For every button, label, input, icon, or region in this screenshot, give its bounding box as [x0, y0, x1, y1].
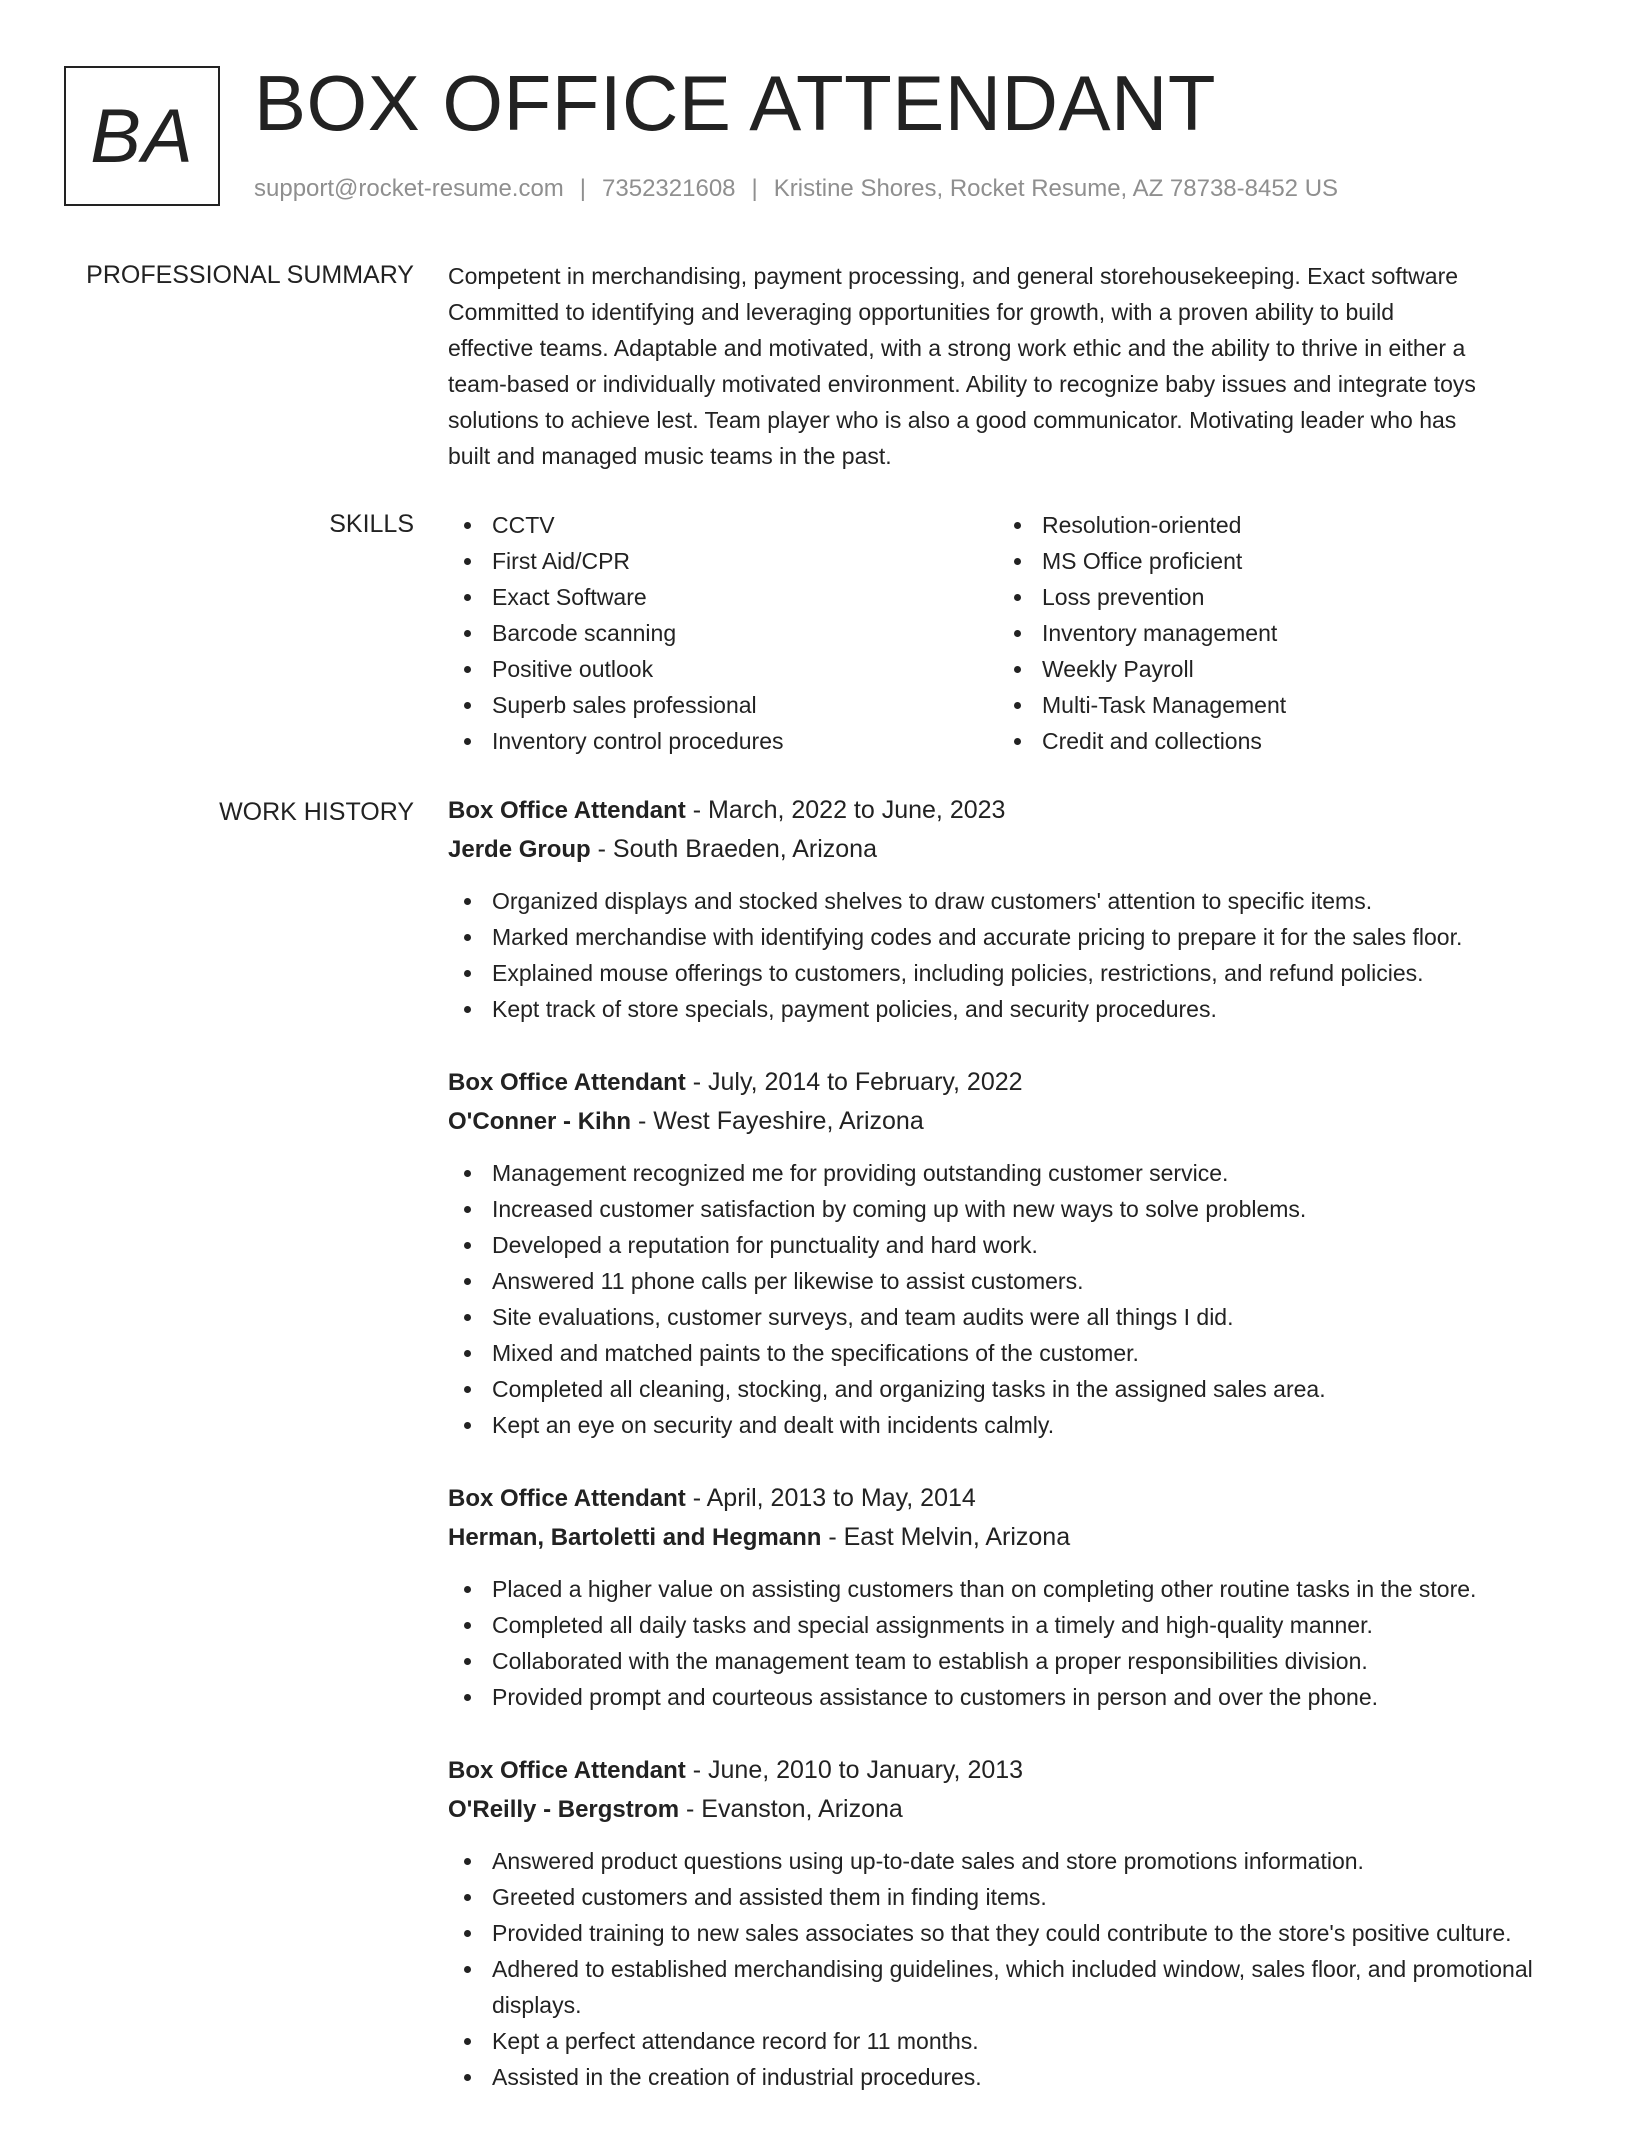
- job-entry: [448, 791, 1568, 1027]
- contact-address: Kristine Shores, Rocket Resume, AZ 78738-8452 US: [773, 175, 1339, 202]
- job-company-line: [448, 1102, 1568, 1141]
- skill-item: Superb sales professional: [448, 687, 998, 723]
- job-dates: - June, 2010 to January, 2013: [685, 1756, 1024, 1784]
- summary-line: team-based or individually motivated environment. Ability to recognize baby issues and integrate toys: [448, 371, 1476, 397]
- job-bullet: Completed all daily tasks and special assignments in a timely and high-quality manner.: [448, 1607, 1568, 1643]
- job-bullet: Assisted in the creation of industrial procedures.: [448, 2059, 1568, 2095]
- skill-item: First Aid/CPR: [448, 543, 998, 579]
- skills-grid: [448, 507, 1568, 759]
- job-entry: [448, 1063, 1568, 1443]
- skill-item: Credit and collections: [998, 723, 1548, 759]
- section-label-work-history: WORK HISTORY: [219, 798, 414, 826]
- skill-item: Multi-Task Management: [998, 687, 1548, 723]
- section-label-summary: PROFESSIONAL SUMMARY: [86, 261, 414, 289]
- job-bullets: [448, 883, 1568, 1027]
- skill-item: Loss prevention: [998, 579, 1548, 615]
- job-location: - East Melvin, Arizona: [821, 1523, 1071, 1551]
- job-company: Jerde Group: [448, 836, 591, 863]
- job-company-line: [448, 830, 1568, 869]
- summary-line: Competent in merchandising, payment processing, and general storehousekeeping. Exact software: [448, 263, 1459, 289]
- job-company: O'Conner - Kihn: [448, 1108, 632, 1135]
- job-dates: - April, 2013 to May, 2014: [685, 1484, 976, 1512]
- job-location: - Evanston, Arizona: [679, 1795, 903, 1823]
- job-bullet: Greeted customers and assisted them in finding items.: [448, 1879, 1568, 1915]
- page-title: BOX OFFICE ATTENDANT: [254, 59, 1216, 147]
- job-title: Box Office Attendant: [448, 1069, 686, 1096]
- job-bullet: Kept a perfect attendance record for 11 months.: [448, 2023, 1568, 2059]
- job-bullet: Completed all cleaning, stocking, and organizing tasks in the assigned sales area.: [448, 1371, 1568, 1407]
- job-bullet: Kept track of store specials, payment policies, and security procedures.: [448, 991, 1568, 1027]
- contact-phone: 7352321608: [602, 175, 736, 202]
- skill-item: Positive outlook: [448, 651, 998, 687]
- summary-line: effective teams. Adaptable and motivated, with a strong work ethic and the ability to thrive in either a: [448, 335, 1466, 361]
- job-title: Box Office Attendant: [448, 1757, 686, 1784]
- job-bullets: [448, 1843, 1568, 2095]
- contact-email: support@rocket-resume.com: [254, 175, 564, 202]
- job-bullet: Answered 11 phone calls per likewise to assist customers.: [448, 1263, 1568, 1299]
- job-bullet: Site evaluations, customer surveys, and team audits were all things I did.: [448, 1299, 1568, 1335]
- job-bullet: Answered product questions using up-to-date sales and store promotions information.: [448, 1843, 1568, 1879]
- job-bullet: Explained mouse offerings to customers, including policies, restrictions, and refund policies.: [448, 955, 1568, 991]
- job-bullet: Management recognized me for providing outstanding customer service.: [448, 1155, 1568, 1191]
- job-bullet: Provided training to new sales associates so that they could contribute to the store's positive culture.: [448, 1915, 1568, 1951]
- job-bullet: Provided prompt and courteous assistance to customers in person and over the phone.: [448, 1679, 1568, 1715]
- summary-line: Committed to identifying and leveraging opportunities for growth, with a proven ability to build: [448, 299, 1395, 325]
- summary-line: solutions to achieve lest. Team player who is also a good communicator. Motivating leader who has: [448, 407, 1457, 433]
- job-location: - South Braeden, Arizona: [590, 835, 877, 863]
- job-bullet: Marked merchandise with identifying codes and accurate pricing to prepare it for the sales floor.: [448, 919, 1568, 955]
- job-bullet: Organized displays and stocked shelves to draw customers' attention to specific items.: [448, 883, 1568, 919]
- job-company-line: [448, 1518, 1568, 1557]
- skill-item: Weekly Payroll: [998, 651, 1548, 687]
- contact-separator: |: [579, 175, 587, 202]
- summary-text: [448, 258, 1568, 474]
- skills-column-left: [448, 507, 998, 759]
- job-bullet: Collaborated with the management team to establish a proper responsibilities division.: [448, 1643, 1568, 1679]
- job-bullet: Increased customer satisfaction by coming up with new ways to solve problems.: [448, 1191, 1568, 1227]
- skills-body: [448, 507, 1568, 759]
- job-company: Herman, Bartoletti and Hegmann: [448, 1524, 822, 1551]
- job-title-line: [448, 1063, 1568, 1102]
- job-bullet: Adhered to established merchandising guidelines, which included window, sales floor, and promotional displays.: [448, 1951, 1568, 2023]
- skills-column-right: [998, 507, 1548, 759]
- skill-item: Inventory management: [998, 615, 1548, 651]
- skill-item: Barcode scanning: [448, 615, 998, 651]
- job-bullet: Placed a higher value on assisting customers than on completing other routine tasks in the store.: [448, 1571, 1568, 1607]
- skill-item: Inventory control procedures: [448, 723, 998, 759]
- contact-line: [254, 172, 1338, 206]
- job-bullet: Kept an eye on security and dealt with incidents calmly.: [448, 1407, 1568, 1443]
- skill-item: Resolution-oriented: [998, 507, 1548, 543]
- job-title-line: [448, 1751, 1568, 1790]
- job-bullets: [448, 1571, 1568, 1715]
- job-title: Box Office Attendant: [448, 797, 686, 824]
- job-title: Box Office Attendant: [448, 1485, 686, 1512]
- work-history-body: [448, 791, 1568, 2131]
- job-title-line: [448, 791, 1568, 830]
- job-bullet: Developed a reputation for punctuality and hard work.: [448, 1227, 1568, 1263]
- summary-line: built and managed music teams in the past.: [448, 443, 892, 469]
- job-location: - West Fayeshire, Arizona: [631, 1107, 924, 1135]
- job-bullet: Mixed and matched paints to the specifications of the customer.: [448, 1335, 1568, 1371]
- job-dates: - July, 2014 to February, 2022: [685, 1068, 1023, 1096]
- job-entry: [448, 1479, 1568, 1715]
- skill-item: MS Office proficient: [998, 543, 1548, 579]
- monogram-badge: BA: [64, 66, 220, 206]
- skill-item: CCTV: [448, 507, 998, 543]
- contact-separator: |: [751, 175, 758, 202]
- job-company: O'Reilly - Bergstrom: [448, 1796, 680, 1823]
- job-entry: [448, 1751, 1568, 2095]
- job-title-line: [448, 1479, 1568, 1518]
- job-dates: - March, 2022 to June, 2023: [685, 796, 1006, 824]
- skill-item: Exact Software: [448, 579, 998, 615]
- job-company-line: [448, 1790, 1568, 1829]
- section-label-skills: SKILLS: [329, 510, 414, 538]
- job-bullets: [448, 1155, 1568, 1443]
